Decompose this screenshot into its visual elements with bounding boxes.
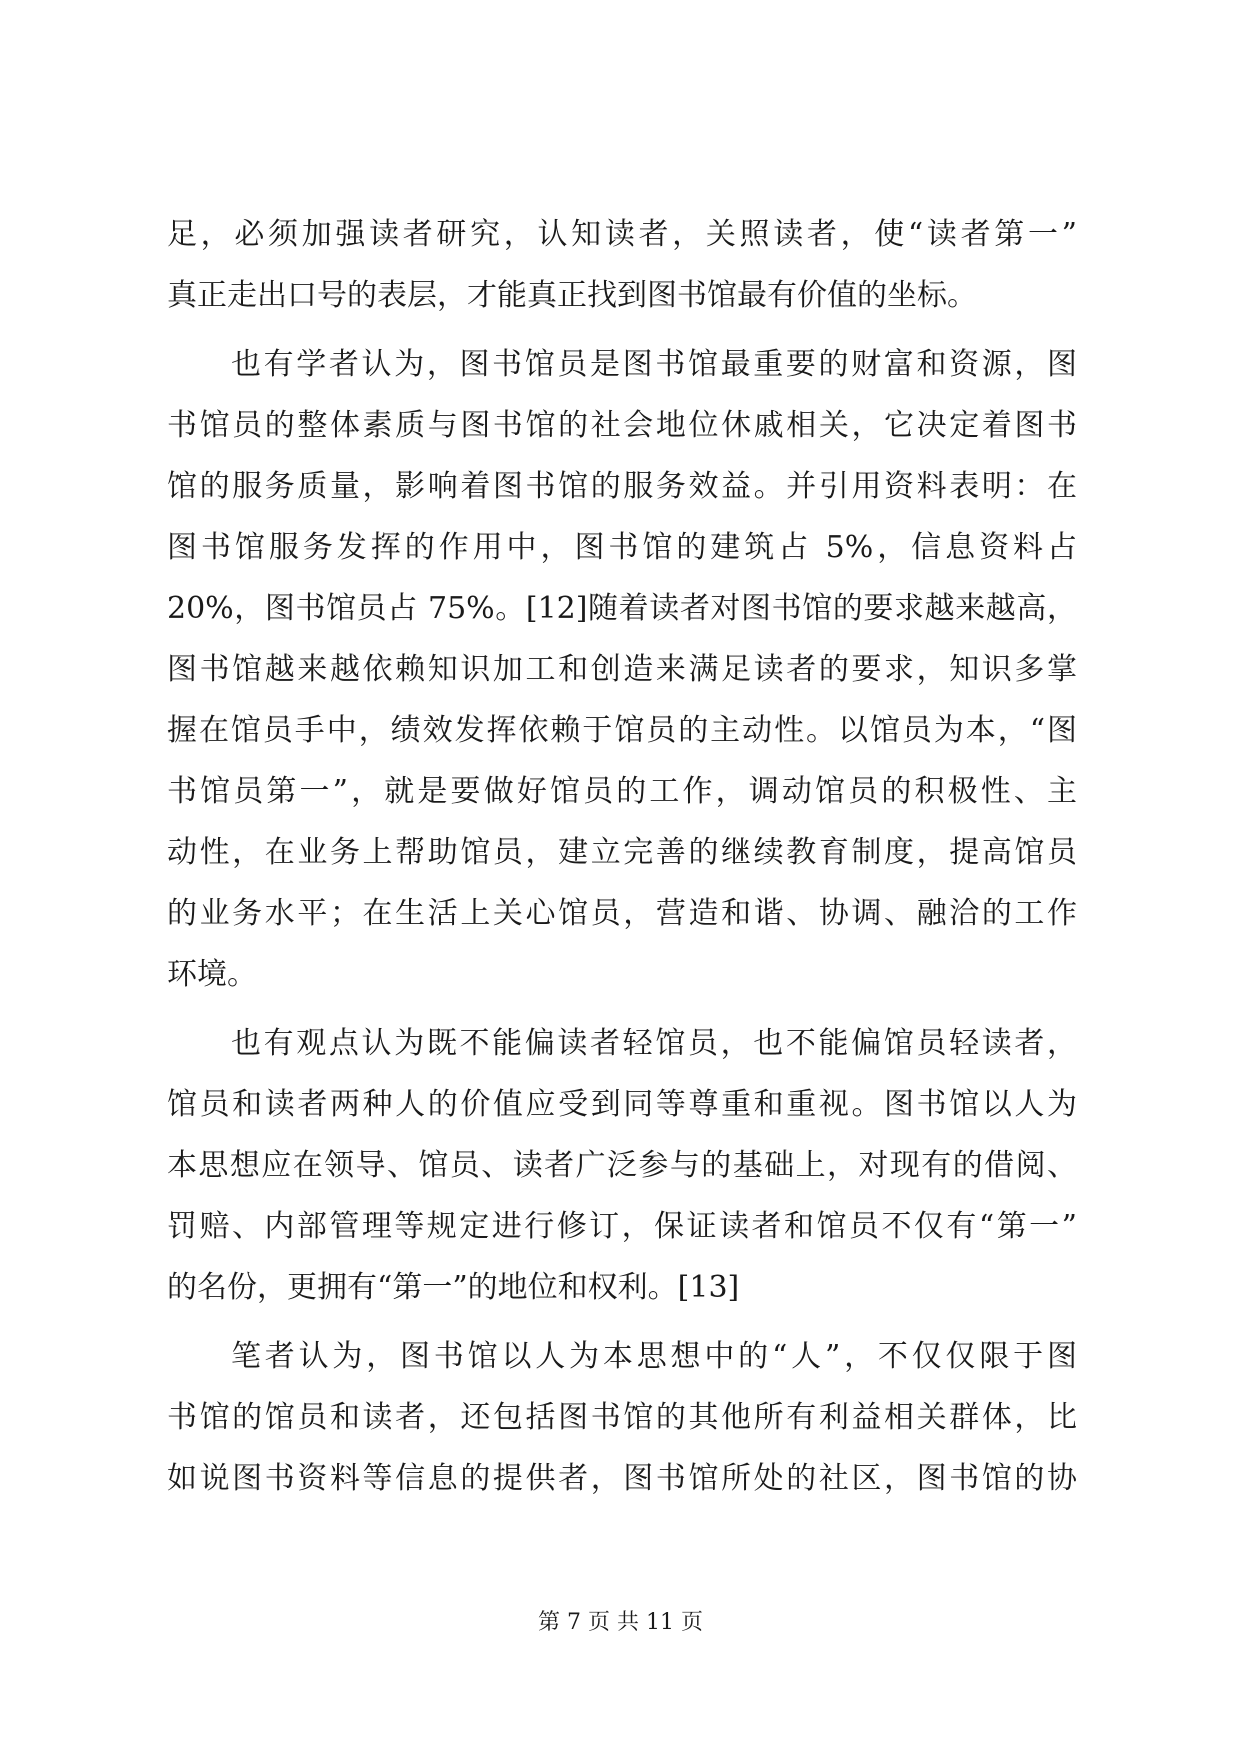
text-line: 动性，在业务上帮助馆员，建立完善的继续教育制度，提高馆员 xyxy=(167,835,1077,870)
text-line: 图书馆服务发挥的作用中，图书馆的建筑占 5%，信息资料占 xyxy=(167,530,1077,565)
text-line: 笔者认为，图书馆以人为本思想中的“人”，不仅仅限于图 xyxy=(231,1339,1077,1374)
text-line: 图书馆越来越依赖知识加工和创造来满足读者的要求，知识多掌 xyxy=(167,652,1077,687)
paragraph xyxy=(167,204,1077,326)
text-line: 20%，图书馆员占 75%。[12]随着读者对图书馆的要求越来越高， xyxy=(167,591,1077,626)
text-line: 书馆的馆员和读者，还包括图书馆的其他所有利益相关群体，比 xyxy=(167,1400,1077,1435)
paragraph xyxy=(167,1013,1077,1318)
paragraph xyxy=(167,334,1077,1005)
text-line: 也有观点认为既不能偏读者轻馆员，也不能偏馆员轻读者， xyxy=(231,1026,1077,1061)
text-line: 书馆员的整体素质与图书馆的社会地位休戚相关，它决定着图书 xyxy=(167,408,1077,443)
body-text xyxy=(167,204,1077,1509)
text-line: 足，必须加强读者研究，认知读者，关照读者，使“读者第一” xyxy=(167,217,1077,252)
text-line: 如说图书资料等信息的提供者，图书馆所处的社区，图书馆的协 xyxy=(167,1461,1077,1496)
text-line: 的业务水平；在生活上关心馆员，营造和谐、协调、融洽的工作 xyxy=(167,896,1077,931)
text-line: 也有学者认为，图书馆员是图书馆最重要的财富和资源，图 xyxy=(231,347,1077,382)
text-line: 书馆员第一”，就是要做好馆员的工作，调动馆员的积极性、主 xyxy=(167,774,1077,809)
text-line: 环境。 xyxy=(167,957,257,992)
text-line: 真正走出口号的表层，才能真正找到图书馆最有价值的坐标。 xyxy=(167,278,977,313)
text-line: 的名份，更拥有“第一”的地位和权利。[13] xyxy=(167,1270,740,1305)
page-number-footer: 第 7 页 共 11 页 xyxy=(538,1610,703,1635)
text-line: 馆的服务质量，影响着图书馆的服务效益。并引用资料表明：在 xyxy=(167,469,1077,504)
text-line: 握在馆员手中，绩效发挥依赖于馆员的主动性。以馆员为本，“图 xyxy=(167,713,1077,748)
text-line: 罚赔、内部管理等规定进行修订，保证读者和馆员不仅有“第一” xyxy=(167,1209,1077,1244)
paragraph xyxy=(167,1326,1077,1509)
text-line: 本思想应在领导、馆员、读者广泛参与的基础上，对现有的借阅、 xyxy=(167,1148,1077,1183)
text-line: 馆员和读者两种人的价值应受到同等尊重和重视。图书馆以人为 xyxy=(167,1087,1077,1122)
